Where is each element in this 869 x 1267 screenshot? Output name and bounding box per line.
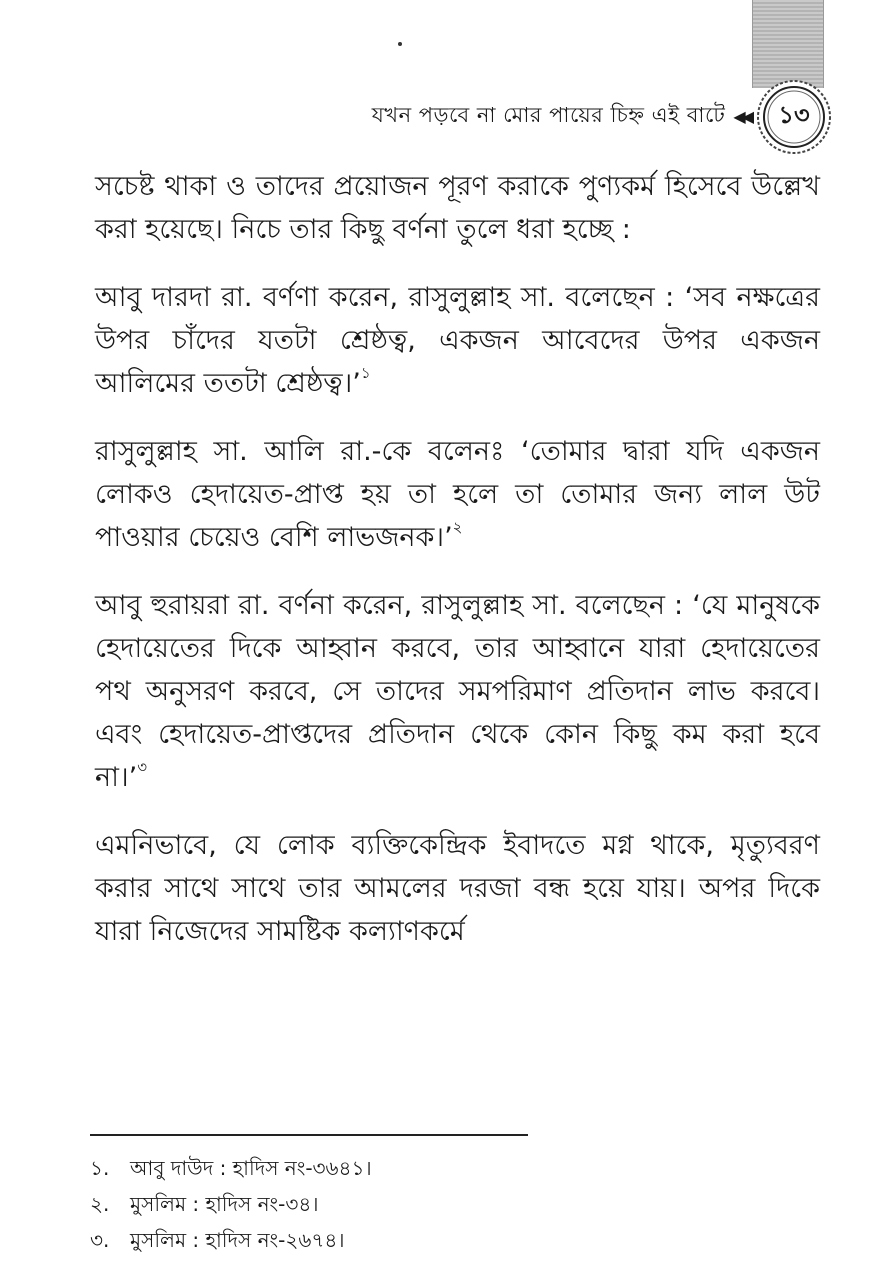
- footnote-text: মুসলিম : হাদিস নং-৩৪।: [130, 1192, 319, 1216]
- paragraph: [95, 276, 820, 405]
- paragraph-text: রাসুলুল্লাহ সা. আলি রা.-কে বলেনঃ ‘তোমার দ্বারা যদি একজন লোকও হেদায়েত-প্রাপ্ত হয় তা হলে তা তোমার জন্য লাল উট পাওয়ার চেয়েও বেশি লাভজনক।’: [95, 436, 820, 553]
- footnote-divider: [90, 1134, 528, 1136]
- paragraph: [95, 584, 820, 799]
- footnote-number: ১.: [90, 1156, 110, 1180]
- footnote-ref: ২: [452, 518, 463, 536]
- footnotes: [90, 1150, 690, 1258]
- footnote-item: [90, 1150, 690, 1186]
- footnote-ref: ৩: [137, 758, 147, 776]
- footnote-ref: ১: [360, 364, 371, 382]
- running-header: [190, 96, 750, 136]
- paragraph-text: আবু হুরায়রা রা. বর্ণনা করেন, রাসুলুল্লাহ সা. বলেছেন : ‘যে মানুষকে হেদায়েতের দিকে আহ্বান করবে, তার আহ্বানে যারা হেদায়েতের পথ অনুসরণ করবে, সে তাদের সমপরিমাণ প্রতিদান লাভ করবে। এবং হেদায়েত-প্রাপ্তদের প্রতিদান থেকে কোন কিছু কম করা হবে না।’: [95, 590, 820, 793]
- footnote-number: ২.: [90, 1192, 110, 1216]
- running-title: যখন পড়বে না মোর পায়ের চিহ্ন এই বাটে: [371, 102, 726, 127]
- page-number-badge: [755, 78, 833, 156]
- footnote-text: মুসলিম : হাদিস নং-২৬৭৪।: [130, 1228, 345, 1252]
- paragraph: [95, 430, 820, 559]
- paragraph-text: এমনিভাবে, যে লোক ব্যক্তিকেন্দ্রিক ইবাদতে মগ্ন থাকে, মৃত্যুবরণ করার সাথে সাথে তার আমলের দরজা বন্ধ হয়ে যায়। অপর দিকে যারা নিজেদের সামষ্টিক কল্যাণকর্মে: [95, 830, 820, 947]
- footnote-text: আবু দাউদ : হাদিস নং-৩৬৪১।: [130, 1156, 372, 1180]
- footnote-item: [90, 1186, 690, 1222]
- paragraph: [95, 824, 820, 953]
- double-arrow-icon: ◀◀: [733, 106, 750, 126]
- bookmark-ribbon: [752, 0, 824, 88]
- body-text: [95, 165, 820, 978]
- ink-speck: [398, 42, 402, 46]
- paragraph: [95, 165, 820, 251]
- footnote-number: ৩.: [90, 1228, 110, 1252]
- paragraph-text: সচেষ্ট থাকা ও তাদের প্রয়োজন পূরণ করাকে পুণ্যকর্ম হিসেবে উল্লেখ করা হয়েছে। নিচে তার কিছু বর্ণনা তুলে ধরা হচ্ছে :: [95, 171, 820, 245]
- paragraph-text: আবু দারদা রা. বর্ণণা করেন, রাসুলুল্লাহ সা. বলেছেন : ‘সব নক্ষত্রের উপর চাঁদের যতটা শ্রেষ্ঠত্ব, একজন আবেদের উপর একজন আলিমের ততটা শ্রেষ্ঠত্ব।’: [95, 282, 820, 399]
- footnote-item: [90, 1222, 690, 1258]
- page-number: ১৩: [778, 101, 810, 129]
